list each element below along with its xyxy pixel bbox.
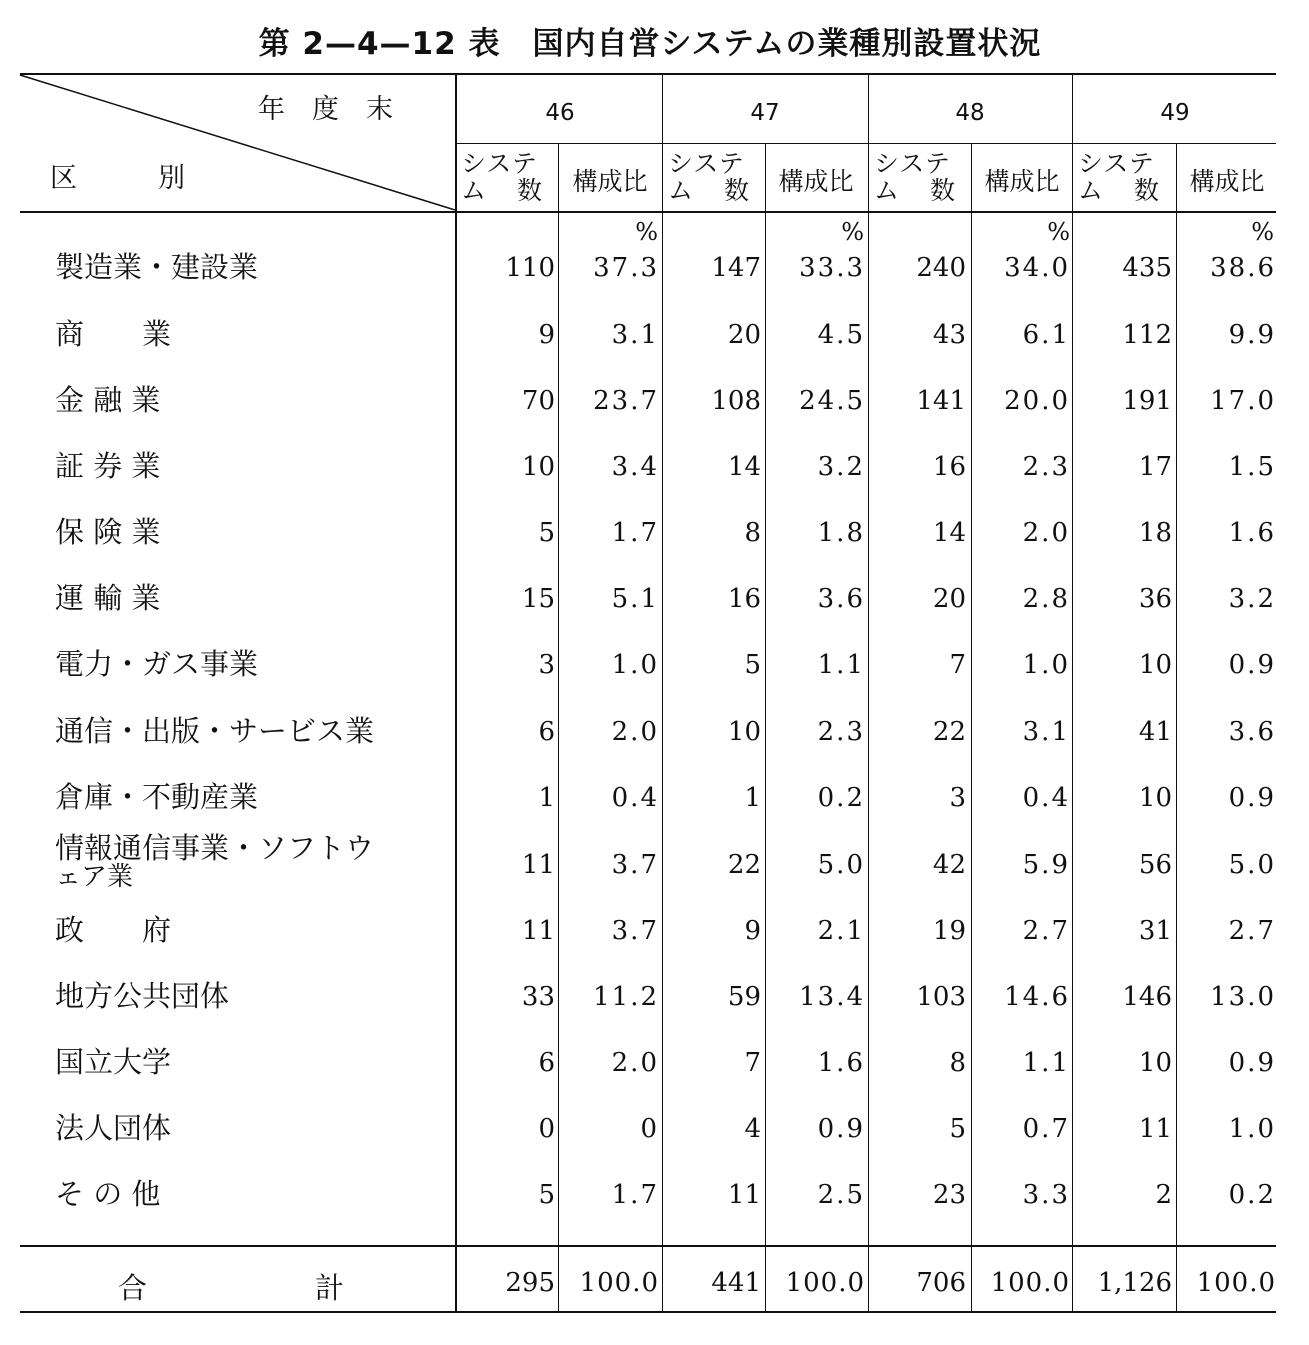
system-count-header-47: システ ム 数 (668, 149, 750, 205)
system-count-cell: 31 (1138, 916, 1172, 946)
total-ratio-cell: 100.0 (579, 1268, 659, 1298)
year-end-label: 年 度 末 (258, 94, 393, 125)
ratio-cell: 2.0 (611, 717, 659, 747)
ratio-cell: 2.7 (1022, 916, 1070, 946)
year-48: 48 (955, 100, 985, 126)
row-label: 情報通信事業・ソフトウ (55, 831, 375, 865)
row-label: 通信・出版・サービス業 (55, 714, 375, 748)
ratio-cell: 38.6 (1210, 253, 1276, 283)
ratio-cell: 34.0 (1004, 253, 1070, 283)
ratio-cell: 1.1 (817, 650, 865, 680)
ratio-cell: 14.6 (1004, 982, 1070, 1012)
ratio-cell: 2.3 (817, 717, 865, 747)
system-count-cell: 103 (916, 982, 966, 1012)
total-ratio-cell: 100.0 (990, 1268, 1070, 1298)
ratio-cell: 1.6 (817, 1048, 865, 1078)
ratio-cell: 1.7 (611, 1180, 659, 1210)
ratio-cell: 3.3 (1022, 1180, 1070, 1210)
row-label: 製造業・建設業 (55, 250, 259, 284)
system-count-cell: 8 (949, 1048, 966, 1078)
total-label-b: 計 (315, 1271, 345, 1305)
ratio-cell: 3.7 (611, 916, 659, 946)
system-count-cell: 108 (711, 386, 761, 416)
system-count-cell: 5 (538, 1180, 555, 1210)
system-count-cell: 110 (505, 253, 555, 283)
ratio-cell: 5.9 (1022, 850, 1070, 880)
ratio-cell: 5.0 (817, 850, 865, 880)
system-count-cell: 36 (1138, 584, 1172, 614)
system-count-cell: 5 (538, 518, 555, 548)
system-count-cell: 23 (932, 1180, 966, 1210)
system-count-cell: 56 (1138, 850, 1172, 880)
ratio-cell: 2.8 (1022, 584, 1070, 614)
system-count-cell: 33 (521, 982, 555, 1012)
ratio-cell: 0.4 (611, 783, 659, 813)
row-label: そ の 他 (55, 1177, 161, 1211)
ratio-cell: 11.2 (593, 982, 659, 1012)
ratio-cell: 0.9 (1228, 1048, 1276, 1078)
ratio-cell: 0.2 (1228, 1180, 1276, 1210)
ratio-cell: 2.5 (817, 1180, 865, 1210)
category-label: 区 別 (50, 163, 185, 194)
system-count-cell: 240 (916, 253, 966, 283)
row-label: 金 融 業 (55, 383, 161, 417)
system-count-cell: 7 (744, 1048, 761, 1078)
system-count-cell: 10 (727, 717, 761, 747)
year-46: 46 (545, 100, 575, 126)
ratio-cell: 33.3 (799, 253, 865, 283)
system-count-cell: 3 (538, 650, 555, 680)
system-count-cell: 10 (1138, 783, 1172, 813)
system-count-cell: 435 (1122, 253, 1172, 283)
ratio-cell: 3.1 (1022, 717, 1070, 747)
ratio-cell: 37.3 (593, 253, 659, 283)
system-count-cell: 141 (916, 386, 966, 416)
ratio-cell: 3.1 (611, 320, 659, 350)
system-count-cell: 146 (1122, 982, 1172, 1012)
system-count-cell: 11 (521, 916, 555, 946)
system-count-cell: 11 (727, 1180, 761, 1210)
ratio-cell: 17.0 (1210, 386, 1276, 416)
system-count-cell: 147 (711, 253, 761, 283)
ratio-cell: 0.9 (817, 1114, 865, 1144)
ratio-cell: 5.0 (1228, 850, 1276, 880)
system-count-cell: 0 (538, 1114, 555, 1144)
ratio-cell: 3.6 (817, 584, 865, 614)
ratio-cell: 3.2 (817, 452, 865, 482)
total-system-count-cell: 1,126 (1097, 1268, 1172, 1298)
ratio-cell: 1.0 (1022, 650, 1070, 680)
ratio-cell: 20.0 (1004, 386, 1070, 416)
row-label: 政 府 (55, 913, 172, 947)
ratio-cell: 1.7 (611, 518, 659, 548)
total-system-count-cell: 706 (916, 1268, 966, 1298)
ratio-cell: 3.7 (611, 850, 659, 880)
row-label: 証 券 業 (55, 449, 161, 483)
system-count-cell: 17 (1138, 452, 1172, 482)
system-count-cell: 3 (949, 783, 966, 813)
year-49: 49 (1160, 100, 1190, 126)
row-label: 運 輸 業 (55, 581, 161, 615)
ratio-header-48: 構成比 (984, 167, 1060, 196)
percent-sign-48: % (1047, 218, 1070, 246)
ratio-cell: 2.1 (817, 916, 865, 946)
ratio-cell: 2.0 (611, 1048, 659, 1078)
system-count-cell: 15 (521, 584, 555, 614)
ratio-cell: 1.8 (817, 518, 865, 548)
bottom-rule (20, 1311, 1276, 1313)
ratio-header-47: 構成比 (778, 167, 854, 196)
ratio-cell: 3.4 (611, 452, 659, 482)
system-count-cell: 16 (932, 452, 966, 482)
ratio-cell: 23.7 (593, 386, 659, 416)
row-label-continued: ェア業 (55, 862, 134, 892)
system-count-cell: 20 (932, 584, 966, 614)
system-count-cell: 191 (1122, 386, 1172, 416)
system-count-cell: 2 (1155, 1180, 1172, 1210)
percent-sign-49: % (1251, 218, 1274, 246)
system-count-cell: 1 (538, 783, 555, 813)
ratio-cell: 0 (640, 1114, 659, 1144)
system-count-cell: 9 (538, 320, 555, 350)
ratio-cell: 0.9 (1228, 783, 1276, 813)
system-count-cell: 5 (744, 650, 761, 680)
system-count-cell: 19 (932, 916, 966, 946)
system-count-cell: 41 (1138, 717, 1172, 747)
system-count-cell: 4 (744, 1114, 761, 1144)
ratio-cell: 2.7 (1228, 916, 1276, 946)
system-count-cell: 6 (538, 717, 555, 747)
system-count-cell: 16 (727, 584, 761, 614)
ratio-cell: 3.2 (1228, 584, 1276, 614)
row-label: 電力・ガス事業 (55, 647, 259, 681)
system-count-header-46: システ ム 数 (461, 149, 543, 205)
row-label: 法人団体 (55, 1111, 172, 1145)
system-count-cell: 1 (744, 783, 761, 813)
ratio-header-46: 構成比 (572, 167, 648, 196)
ratio-cell: 24.5 (799, 386, 865, 416)
ratio-header-49: 構成比 (1189, 167, 1265, 196)
system-count-cell: 5 (949, 1114, 966, 1144)
ratio-cell: 1.6 (1228, 518, 1276, 548)
system-count-cell: 11 (521, 850, 555, 880)
percent-sign-46: % (635, 218, 658, 246)
row-label: 倉庫・不動産業 (55, 780, 259, 814)
system-count-header-49: システ ム 数 (1078, 149, 1160, 205)
row-label: 国立大学 (55, 1045, 172, 1079)
ratio-cell: 1.1 (1022, 1048, 1070, 1078)
row-label: 地方公共団体 (55, 979, 230, 1013)
total-ratio-cell: 100.0 (1196, 1268, 1276, 1298)
ratio-cell: 6.1 (1022, 320, 1070, 350)
ratio-cell: 1.0 (1228, 1114, 1276, 1144)
total-system-count-cell: 295 (505, 1268, 555, 1298)
ratio-cell: 2.3 (1022, 452, 1070, 482)
system-count-cell: 22 (932, 717, 966, 747)
total-system-count-cell: 441 (711, 1268, 761, 1298)
year-47: 47 (750, 100, 780, 126)
total-top-rule (20, 1245, 1276, 1247)
system-count-cell: 42 (932, 850, 966, 880)
system-count-cell: 20 (727, 320, 761, 350)
system-count-cell: 22 (727, 850, 761, 880)
ratio-cell: 2.0 (1022, 518, 1070, 548)
ratio-cell: 5.1 (611, 584, 659, 614)
system-count-cell: 10 (1138, 1048, 1172, 1078)
system-count-cell: 14 (727, 452, 761, 482)
system-count-cell: 18 (1138, 518, 1172, 548)
system-count-cell: 7 (949, 650, 966, 680)
row-label: 保 険 業 (55, 515, 161, 549)
system-count-cell: 43 (932, 320, 966, 350)
system-count-cell: 9 (744, 916, 761, 946)
system-count-cell: 70 (521, 386, 555, 416)
ratio-cell: 13.0 (1210, 982, 1276, 1012)
ratio-cell: 0.2 (817, 783, 865, 813)
total-ratio-cell: 100.0 (785, 1268, 865, 1298)
system-count-header-48: システ ム 数 (874, 149, 956, 205)
percent-sign-47: % (841, 218, 864, 246)
ratio-cell: 4.5 (817, 320, 865, 350)
ratio-cell: 1.5 (1228, 452, 1276, 482)
ratio-cell: 0.4 (1022, 783, 1070, 813)
system-count-cell: 8 (744, 518, 761, 548)
system-count-cell: 10 (1138, 650, 1172, 680)
system-count-cell: 59 (727, 982, 761, 1012)
total-label-a: 合 (118, 1271, 148, 1305)
ratio-cell: 0.9 (1228, 650, 1276, 680)
year-underline (457, 143, 1276, 144)
system-count-cell: 14 (932, 518, 966, 548)
ratio-cell: 9.9 (1228, 320, 1276, 350)
system-count-cell: 112 (1122, 320, 1172, 350)
row-label: 商 業 (55, 317, 172, 351)
system-count-cell: 10 (521, 452, 555, 482)
ratio-cell: 1.0 (611, 650, 659, 680)
ratio-cell: 3.6 (1228, 717, 1276, 747)
ratio-cell: 0.7 (1022, 1114, 1070, 1144)
system-count-cell: 6 (538, 1048, 555, 1078)
ratio-cell: 13.4 (799, 982, 865, 1012)
system-count-cell: 11 (1138, 1114, 1172, 1144)
table-title: 第 2—4—12 表 国内自営システムの業種別設置状況 (258, 26, 1042, 62)
